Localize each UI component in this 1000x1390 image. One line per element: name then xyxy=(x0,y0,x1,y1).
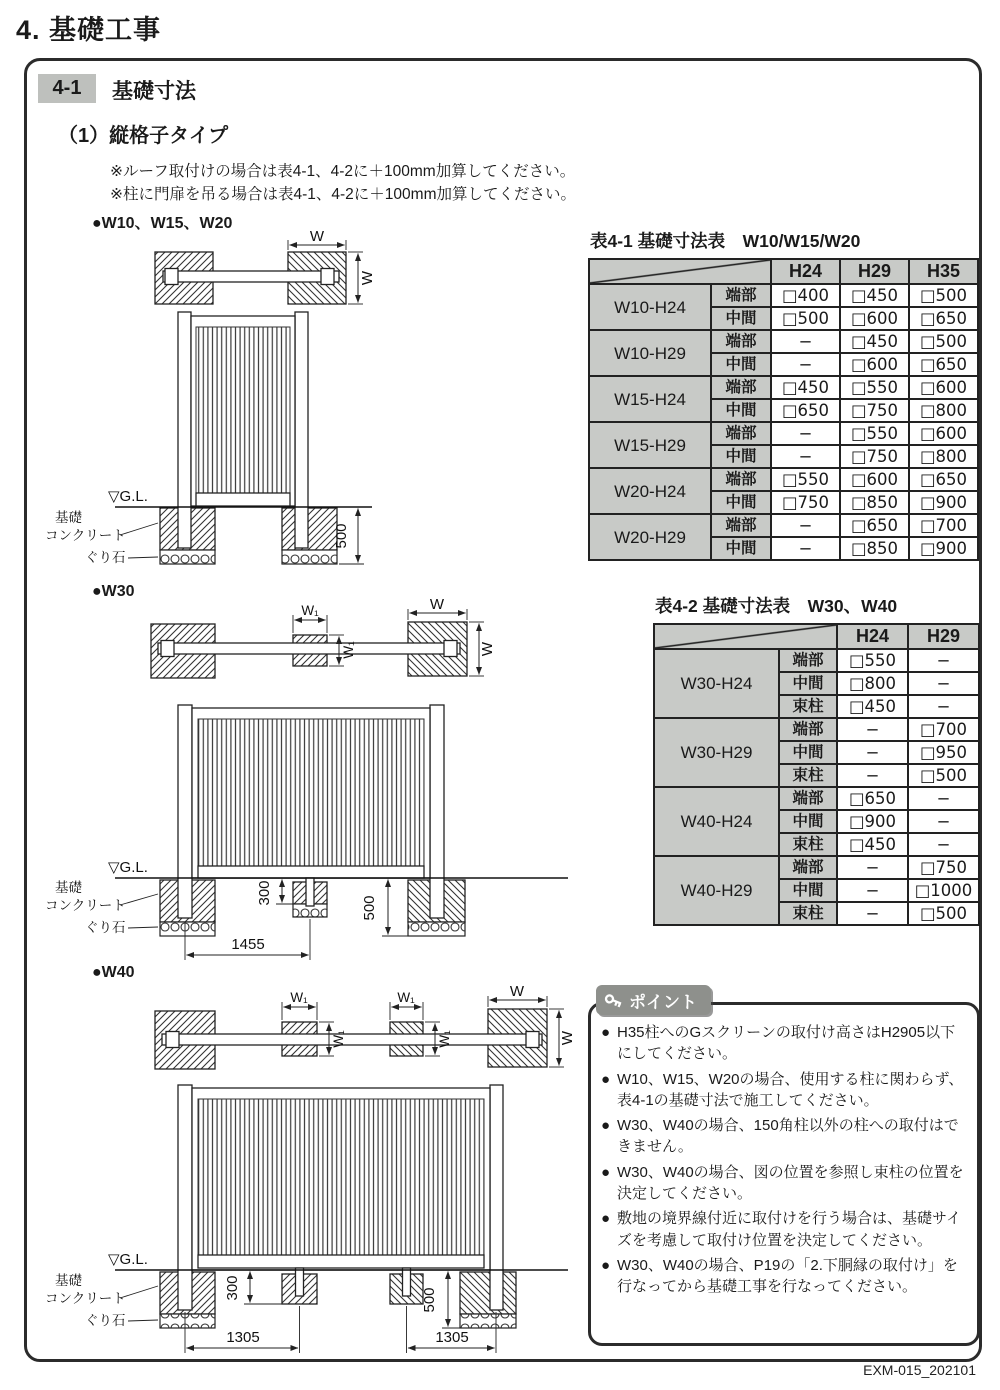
support-post-b xyxy=(403,1268,411,1296)
dimension-value: □1000 xyxy=(908,879,979,902)
foundation-concrete-right xyxy=(460,1272,516,1314)
point-item xyxy=(601,1115,967,1158)
row-group-label: W10-H29 xyxy=(589,330,711,376)
foundation-label-2: コンクリート xyxy=(45,898,126,913)
dimension-value: □600 xyxy=(909,376,978,399)
note-line: ※柱に門扉を吊る場合は表4-1、4-2に＋100mm加算してください。 xyxy=(110,186,576,203)
vertical-lattice xyxy=(196,327,290,493)
document-code: EXM-015_202101 xyxy=(863,1362,976,1378)
dim-w1-label: W₁ xyxy=(397,990,415,1005)
post-left xyxy=(178,1085,192,1310)
point-text: H35柱へのGスクリーンの取付け高さはH2905以下にしてください。 xyxy=(617,1024,956,1063)
dimension-value: □400 xyxy=(771,284,840,307)
diagram-w40-label: ●W40 xyxy=(92,964,135,981)
foundation-label-1: 基礎 xyxy=(55,510,82,525)
row-sub-label: 端部 xyxy=(711,376,771,399)
w40-diagram xyxy=(40,985,600,1385)
dim-w-label: W xyxy=(309,230,325,245)
rubble-label: ぐり石 xyxy=(85,550,126,565)
w30-top-view xyxy=(151,598,496,678)
dimension-value: □650 xyxy=(909,353,978,376)
dimension-value: − xyxy=(771,445,840,468)
dimension-value: − xyxy=(771,514,840,537)
bullet-icon: ● xyxy=(601,1256,611,1274)
foundation-concrete-right xyxy=(282,508,337,550)
row-sub-label: 中間 xyxy=(711,353,771,376)
row-group-label: W20-H29 xyxy=(589,514,711,560)
table-row xyxy=(589,422,978,445)
diagram-w30-label: ●W30 xyxy=(92,583,135,600)
row-group-label: W20-H24 xyxy=(589,468,711,514)
dimension-value: □700 xyxy=(908,718,979,741)
gl-label: ▽G.L. xyxy=(108,1251,148,1268)
dim-w-label: W xyxy=(559,1030,576,1046)
bottom-rail xyxy=(198,866,424,878)
point-item xyxy=(601,1208,967,1251)
row-sub-label: 端部 xyxy=(711,514,771,537)
point-item xyxy=(601,1069,967,1112)
gl-label: ▽G.L. xyxy=(108,488,148,505)
note-line: ※ルーフ取付けの場合は表4-1、4-2に＋100mm加算してください。 xyxy=(110,163,576,180)
dimension-value: □800 xyxy=(909,445,978,468)
dim-w1-label: W₁ xyxy=(301,603,319,618)
post-left xyxy=(178,312,191,548)
post-plan-right xyxy=(444,641,457,657)
support-post xyxy=(306,878,314,906)
row-group-label: W40-H24 xyxy=(654,787,779,856)
point-item xyxy=(601,1162,967,1205)
dim-1305-label: 1305 xyxy=(226,1329,260,1346)
vertical-lattice xyxy=(198,719,424,866)
table2 xyxy=(653,623,980,926)
dimension-value: − xyxy=(837,741,908,764)
dimension-value: □450 xyxy=(840,284,909,307)
post-right xyxy=(490,1085,503,1310)
bottom-rail xyxy=(198,1255,484,1268)
col-header: H35 xyxy=(909,259,978,284)
row-sub-label: 端部 xyxy=(711,422,771,445)
dimension-value: − xyxy=(837,764,908,787)
bullet-icon: ● xyxy=(601,1024,611,1041)
dim-w-label: W xyxy=(479,641,496,657)
dimension-value: □750 xyxy=(840,445,909,468)
dimension-value: □750 xyxy=(840,399,909,422)
dimension-value: □450 xyxy=(837,695,908,718)
rubble-left xyxy=(160,1314,215,1328)
dimension-value: □550 xyxy=(771,468,840,491)
bullet-icon: ● xyxy=(601,1070,611,1088)
dimension-value: □800 xyxy=(837,672,908,695)
diagram-w10-label: ●W10、W15、W20 xyxy=(92,215,233,232)
post-plan-left xyxy=(161,641,174,657)
row-sub-label: 端部 xyxy=(711,468,771,491)
dimension-value: − xyxy=(908,810,979,833)
row-sub-label: 端部 xyxy=(779,856,837,879)
table-row xyxy=(654,856,979,879)
point-text: W30、W40の場合、図の位置を参照し束柱の位置を決定してください。 xyxy=(617,1163,964,1203)
row-sub-label: 端部 xyxy=(779,649,837,672)
row-sub-label: 中間 xyxy=(779,810,837,833)
row-group-label: W40-H29 xyxy=(654,856,779,925)
w30-front-view xyxy=(45,705,568,960)
table2-title: 表4-2 基礎寸法表 W30、W40 xyxy=(655,596,898,616)
vertical-lattice xyxy=(198,1099,484,1255)
table2-block xyxy=(653,593,980,926)
dimension-value: □500 xyxy=(908,764,979,787)
table-row xyxy=(654,787,979,810)
table-row xyxy=(654,718,979,741)
dimension-value: □800 xyxy=(909,399,978,422)
bottom-rail xyxy=(196,493,290,506)
dim-w1-label: W₁ xyxy=(290,990,308,1005)
dimension-value: □500 xyxy=(909,330,978,353)
dimension-value: □700 xyxy=(909,514,978,537)
w30-diagram xyxy=(40,598,600,970)
table-row xyxy=(589,284,978,307)
w10-top-view xyxy=(155,230,376,304)
post-right xyxy=(295,312,308,548)
dimension-value: − xyxy=(771,330,840,353)
table-row xyxy=(589,376,978,399)
dim-w1-label: W₁ xyxy=(437,1030,452,1048)
bullet-icon: ● xyxy=(601,1117,611,1135)
dimension-value: □850 xyxy=(840,491,909,514)
dimension-value: □600 xyxy=(840,353,909,376)
row-group-label: W15-H24 xyxy=(589,376,711,422)
table1-block xyxy=(588,228,980,561)
dimension-value: □500 xyxy=(908,902,979,925)
table1-title: 表4-1 基礎寸法表 W10/W15/W20 xyxy=(590,231,861,251)
dim-w1-label: W₁ xyxy=(341,641,356,659)
rubble-right xyxy=(460,1314,516,1328)
table-row xyxy=(589,330,978,353)
table1 xyxy=(588,258,980,561)
dim-w-label: W xyxy=(429,598,445,613)
subsection-title: （1）縦格子タイプ xyxy=(58,125,229,147)
key-icon xyxy=(601,988,626,1013)
table-corner-cell xyxy=(654,624,837,649)
dimension-value: □900 xyxy=(909,491,978,514)
screen-plan-bar xyxy=(162,1034,542,1045)
dim-1455-label: 1455 xyxy=(231,936,265,953)
rubble-right xyxy=(282,550,337,564)
post-plan-right xyxy=(526,1032,539,1048)
row-group-label: W30-H24 xyxy=(654,649,779,718)
col-header: H24 xyxy=(837,624,908,649)
dimension-value: □450 xyxy=(771,376,840,399)
dim-w-label: W xyxy=(359,270,376,286)
col-header: H29 xyxy=(908,624,979,649)
dimension-value: □450 xyxy=(837,833,908,856)
dimension-value: − xyxy=(908,649,979,672)
dimension-value: □600 xyxy=(840,307,909,330)
page-title: 4. 基礎工事 xyxy=(16,15,162,45)
points-list xyxy=(601,1022,967,1302)
post-plan-right xyxy=(321,269,334,285)
table-row xyxy=(589,514,978,537)
dimension-value: − xyxy=(837,856,908,879)
row-sub-label: 端部 xyxy=(711,284,771,307)
post-left xyxy=(178,705,192,918)
row-sub-label: 束柱 xyxy=(779,695,837,718)
dimension-value: − xyxy=(837,879,908,902)
point-item xyxy=(601,1022,967,1065)
row-sub-label: 束柱 xyxy=(779,833,837,856)
foundation-label-2: コンクリート xyxy=(45,528,126,543)
dimension-value: □650 xyxy=(909,307,978,330)
post-plan-left xyxy=(165,269,178,285)
point-text: 敷地の境界線付近に取付けを行う場合は、基礎サイズを考慮して取付け位置を決定してください。 xyxy=(617,1210,961,1249)
foundation-dimensions-table-1 xyxy=(588,258,979,561)
dimension-value: − xyxy=(837,902,908,925)
dim-500-label: 500 xyxy=(333,523,350,549)
rubble-label: ぐり石 xyxy=(85,920,126,935)
dimension-value: □500 xyxy=(909,284,978,307)
rubble-label: ぐり石 xyxy=(85,1313,126,1328)
points-badge-label: ポイント xyxy=(629,992,697,1012)
post-right xyxy=(430,705,444,918)
section-title: 基礎寸法 xyxy=(112,80,196,103)
dimension-value: □650 xyxy=(771,399,840,422)
row-sub-label: 束柱 xyxy=(779,902,837,925)
dimension-value: − xyxy=(908,787,979,810)
row-sub-label: 端部 xyxy=(779,787,837,810)
row-sub-label: 端部 xyxy=(711,330,771,353)
w40-top-view xyxy=(155,985,576,1069)
row-sub-label: 中間 xyxy=(779,879,837,902)
table-row xyxy=(654,649,979,672)
foundation-label-2: コンクリート xyxy=(45,1291,126,1306)
col-header: H24 xyxy=(771,259,840,284)
table-row xyxy=(589,468,978,491)
dimension-value: □650 xyxy=(909,468,978,491)
dimension-value: − xyxy=(771,353,840,376)
point-text: W30、W40の場合、150角柱以外の柱への取付はできません。 xyxy=(617,1117,959,1156)
dim-300-label: 300 xyxy=(256,880,273,906)
dimension-value: □450 xyxy=(840,330,909,353)
point-text: W30、W40の場合、P19の「2.下胴縁の取付け」を行なってから基礎工事を行なってください。 xyxy=(617,1256,958,1296)
rubble-right xyxy=(408,922,465,936)
row-sub-label: 中間 xyxy=(779,741,837,764)
dimension-value: □900 xyxy=(909,537,978,560)
row-sub-label: 中間 xyxy=(711,399,771,422)
dimension-value: □500 xyxy=(771,307,840,330)
dimension-value: □550 xyxy=(837,649,908,672)
row-sub-label: 中間 xyxy=(779,672,837,695)
points-badge xyxy=(596,985,711,1015)
dim-300-label: 300 xyxy=(224,1275,241,1301)
section-number-badge: 4-1 xyxy=(38,74,96,103)
dimension-value: − xyxy=(908,672,979,695)
dimension-value: □550 xyxy=(840,376,909,399)
bullet-icon: ● xyxy=(601,1210,611,1228)
dim-1305-label: 1305 xyxy=(435,1329,469,1346)
w40-front-view xyxy=(45,1085,568,1353)
dimension-value: □850 xyxy=(840,537,909,560)
w10-diagram xyxy=(40,230,385,580)
foundation-dimensions-table-2 xyxy=(653,623,980,926)
w10-front-view xyxy=(45,312,372,565)
point-item xyxy=(601,1255,967,1298)
row-sub-label: 端部 xyxy=(779,718,837,741)
point-text: W10、W15、W20の場合、使用する柱に関わらず、表4-1の基礎寸法で施工してください。 xyxy=(617,1070,964,1109)
row-sub-label: 中間 xyxy=(711,537,771,560)
row-group-label: W15-H29 xyxy=(589,422,711,468)
dimension-value: − xyxy=(908,695,979,718)
dim-w-label: W xyxy=(509,985,525,1000)
dimension-value: − xyxy=(771,537,840,560)
row-group-label: W10-H24 xyxy=(589,284,711,330)
foundation-label-1: 基礎 xyxy=(55,1273,82,1288)
table-corner-cell xyxy=(589,259,771,284)
rubble-left xyxy=(160,922,215,936)
post-plan-left xyxy=(166,1032,179,1048)
dim-w1-label: W₁ xyxy=(331,1030,346,1048)
dimension-value: □650 xyxy=(840,514,909,537)
rubble-left xyxy=(160,550,215,564)
gl-label: ▽G.L. xyxy=(108,859,148,876)
screen-plan-bar xyxy=(158,643,460,654)
row-sub-label: 中間 xyxy=(711,445,771,468)
dimension-value: □900 xyxy=(837,810,908,833)
row-sub-label: 中間 xyxy=(711,307,771,330)
col-header: H29 xyxy=(840,259,909,284)
dim-500-label: 500 xyxy=(421,1287,438,1313)
row-sub-label: 束柱 xyxy=(779,764,837,787)
dimension-value: − xyxy=(837,718,908,741)
dimension-value: □950 xyxy=(908,741,979,764)
dimension-value: □750 xyxy=(908,856,979,879)
row-sub-label: 中間 xyxy=(711,491,771,514)
foundation-label-1: 基礎 xyxy=(55,880,82,895)
dim-500-label: 500 xyxy=(361,895,378,921)
dimension-value: □750 xyxy=(771,491,840,514)
row-group-label: W30-H29 xyxy=(654,718,779,787)
dimension-value: □600 xyxy=(909,422,978,445)
dimension-value: □550 xyxy=(840,422,909,445)
screen-plan-bar xyxy=(163,271,339,282)
support-post-a xyxy=(296,1268,304,1296)
bullet-icon: ● xyxy=(601,1163,611,1181)
dimension-value: − xyxy=(908,833,979,856)
dimension-value: □600 xyxy=(840,468,909,491)
dimension-value: □650 xyxy=(837,787,908,810)
dimension-value: − xyxy=(771,422,840,445)
